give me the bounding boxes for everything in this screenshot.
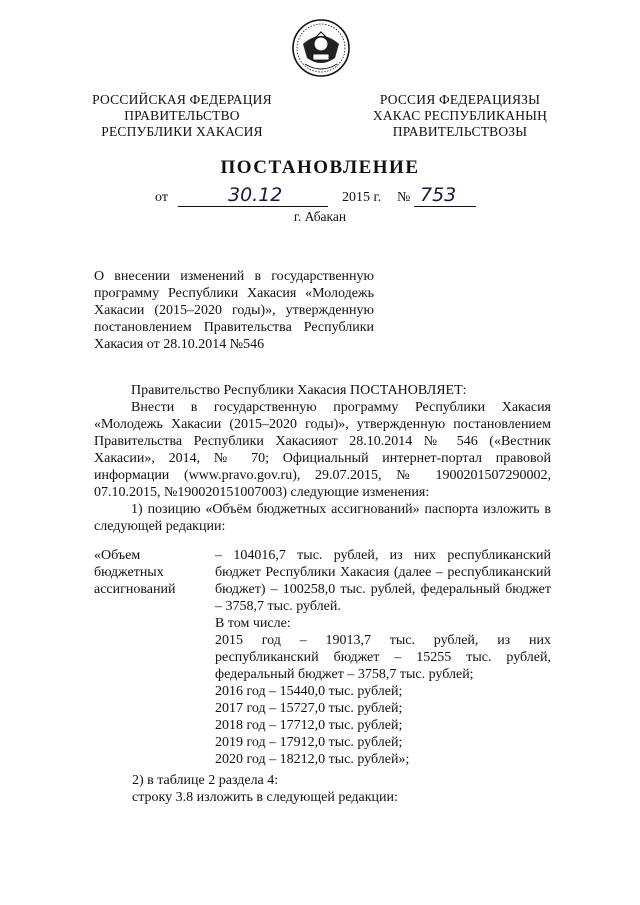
header-right-line: ХАКАС РЕСПУБЛИКАНЫҢ (372, 108, 548, 123)
item-2-line: 2) в таблице 2 раздела 4: (132, 773, 279, 788)
document-subject: О внесении изменений в государственную программу Республики Хакасия «Молодежь Хакасии (2015–2020 годы)», утвержденную постановлением Правительства Республики Хакасия от 28.10.2014 №546 (94, 269, 374, 352)
header-right-khakas (355, 92, 565, 140)
intro-paragraph: Внести в государственную программу Республики Хакасия «Молодежь Хакасии (2015–2020 годы)», утвержденную постановлением Правительства Республики Хакасияот 28.10.2014 № 546 («Вестник Хакасии», 2014, № 70; Официальный интернет-портал правовой информации (www.pravo.gov.ru), 29.07.2015, № 1900201507290002, 07.10.2015, №190020151007003) следующие изменения: (94, 400, 551, 500)
document-title: ПОСТАНОВЛЕНИЕ (220, 157, 420, 178)
label-line: бюджетных (94, 565, 164, 580)
budget-year-line: 2017 год – 15727,0 тыс. рублей; (215, 701, 403, 716)
header-left-line: РЕСПУБЛИКИ ХАКАСИЯ (101, 124, 263, 139)
city-label: г. Абакан (293, 209, 347, 224)
header-left-line: РОССИЙСКАЯ ФЕДЕРАЦИЯ (92, 92, 272, 107)
label-line: ассигнований (94, 582, 176, 597)
date-year: 2015 г. (342, 190, 382, 205)
document-tail (132, 772, 398, 806)
handwritten-date: 30.12 (228, 184, 283, 206)
document-body (94, 382, 551, 535)
budget-year-line: 2019 год – 17912,0 тыс. рублей; (215, 735, 403, 750)
item-1-paragraph: 1) позицию «Объём бюджетных ассигнований» паспорта изложить в следующей редакции: (94, 502, 551, 534)
budget-year-line: 2016 год – 15440,0 тыс. рублей; (215, 684, 403, 699)
number-underline (414, 206, 476, 207)
budget-table-value (215, 547, 551, 768)
budget-including: В том числе: (215, 616, 291, 631)
header-right-line: ПРАВИТЕЛЬСТВОЗЫ (392, 124, 528, 139)
date-underline (178, 206, 328, 207)
row-instruction-line: строку 3.8 изложить в следующей редакции: (132, 790, 398, 805)
label-line: «Объем (94, 548, 141, 563)
header-left-line: ПРАВИТЕЛЬСТВО (124, 108, 240, 123)
budget-table-label (94, 547, 214, 598)
date-prefix: от (155, 190, 168, 205)
decree-line: Правительство Республики Хакасия ПОСТАНОВЛЯЕТ: (131, 383, 467, 398)
number-sign: № (397, 190, 411, 205)
budget-total: – 104016,7 тыс. рублей, из них республиканский бюджет Республики Хакасия (далее – республиканский бюджет) – 100258,0 тыс. рублей, федеральный бюджет – 3758,7 тыс. рублей. (215, 548, 551, 614)
budget-year-line: 2018 год – 17712,0 тыс. рублей; (215, 718, 403, 733)
budget-year-2015: 2015 год – 19013,7 тыс. рублей, из них республиканский бюджет – 15255 тыс. рублей, федеральный бюджет – 3758,7 тыс. рублей; (215, 633, 551, 682)
coat-of-arms-emblem (291, 18, 351, 78)
header-right-line: РОССИЯ ФЕДЕРАЦИЯЗЫ (379, 92, 541, 107)
header-left-russian (82, 92, 282, 140)
budget-year-line: 2020 год – 18212,0 тыс. рублей»; (215, 752, 410, 767)
handwritten-number: 753 (420, 184, 457, 206)
